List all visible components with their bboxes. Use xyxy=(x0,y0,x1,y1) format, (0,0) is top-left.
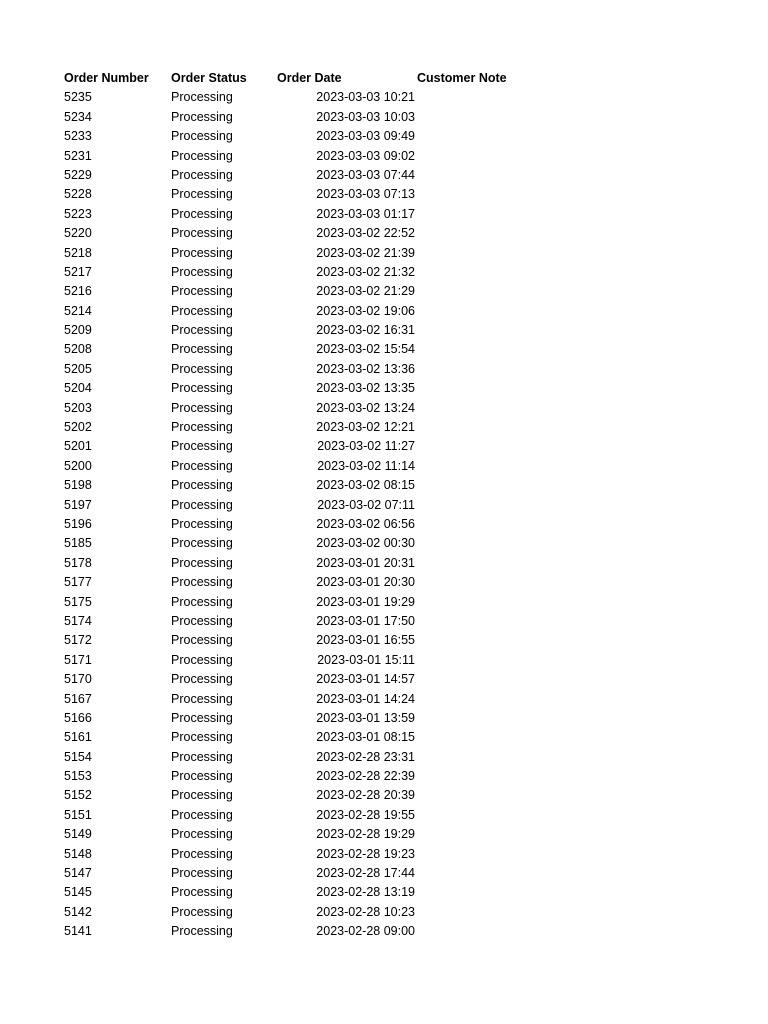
order-date-cell: 2023-03-02 11:14 xyxy=(317,458,415,473)
table-row xyxy=(64,496,524,515)
table-row xyxy=(64,864,524,883)
order-date-cell: 2023-03-03 09:49 xyxy=(316,129,415,144)
order-status-cell: Processing xyxy=(171,555,233,570)
table-row xyxy=(64,127,524,146)
order-number-cell: 5203 xyxy=(64,400,92,415)
table-row xyxy=(64,709,524,728)
order-date-cell: 2023-02-28 13:19 xyxy=(316,885,415,900)
order-date-cell: 2023-03-02 16:31 xyxy=(316,323,415,338)
order-number-cell: 5154 xyxy=(64,749,92,764)
order-date-cell: 2023-03-02 00:30 xyxy=(316,536,415,551)
order-number-cell: 5147 xyxy=(64,866,92,881)
table-row xyxy=(64,108,524,127)
order-number-cell: 5228 xyxy=(64,187,92,202)
order-date-cell: 2023-02-28 09:00 xyxy=(316,924,415,939)
order-date-cell: 2023-03-03 10:03 xyxy=(316,109,415,124)
order-date-cell: 2023-03-01 16:55 xyxy=(316,633,415,648)
order-number-cell: 5196 xyxy=(64,516,92,531)
table-row xyxy=(64,476,524,495)
order-date-cell: 2023-03-01 20:31 xyxy=(316,555,415,570)
order-number-cell: 5231 xyxy=(64,148,92,163)
order-date-cell: 2023-02-28 22:39 xyxy=(316,769,415,784)
order-status-cell: Processing xyxy=(171,769,233,784)
order-number-cell: 5167 xyxy=(64,691,92,706)
order-status-cell: Processing xyxy=(171,730,233,745)
order-date-cell: 2023-02-28 19:55 xyxy=(316,807,415,822)
table-row xyxy=(64,534,524,553)
table-row xyxy=(64,224,524,243)
table-row xyxy=(64,185,524,204)
order-date-cell: 2023-03-01 20:30 xyxy=(316,575,415,590)
order-status-cell: Processing xyxy=(171,226,233,241)
order-number-cell: 5174 xyxy=(64,613,92,628)
order-status-cell: Processing xyxy=(171,381,233,396)
order-status-cell: Processing xyxy=(171,885,233,900)
order-status-cell: Processing xyxy=(171,439,233,454)
table-row xyxy=(64,922,524,941)
order-number-cell: 5145 xyxy=(64,885,92,900)
table-row xyxy=(64,631,524,650)
order-number-cell: 5151 xyxy=(64,807,92,822)
order-status-cell: Processing xyxy=(171,904,233,919)
table-row xyxy=(64,670,524,689)
order-date-cell: 2023-03-02 07:11 xyxy=(317,497,415,512)
order-number-cell: 5214 xyxy=(64,303,92,318)
order-number-cell: 5208 xyxy=(64,342,92,357)
table-row xyxy=(64,554,524,573)
order-number-cell: 5175 xyxy=(64,594,92,609)
table-row xyxy=(64,845,524,864)
table-row xyxy=(64,263,524,282)
table-row xyxy=(64,457,524,476)
order-status-cell: Processing xyxy=(171,303,233,318)
table-row xyxy=(64,806,524,825)
order-number-cell: 5161 xyxy=(64,730,92,745)
order-status-cell: Processing xyxy=(171,710,233,725)
table-row xyxy=(64,418,524,437)
header-order-status: Order Status xyxy=(171,71,247,85)
order-number-cell: 5170 xyxy=(64,672,92,687)
order-status-cell: Processing xyxy=(171,827,233,842)
order-date-cell: 2023-03-03 01:17 xyxy=(316,206,415,221)
order-date-cell: 2023-03-02 21:29 xyxy=(316,284,415,299)
order-number-cell: 5235 xyxy=(64,90,92,105)
table-row xyxy=(64,302,524,321)
order-date-cell: 2023-02-28 10:23 xyxy=(316,904,415,919)
order-number-cell: 5152 xyxy=(64,788,92,803)
order-date-cell: 2023-03-03 07:44 xyxy=(316,167,415,182)
order-status-cell: Processing xyxy=(171,749,233,764)
table-row xyxy=(64,282,524,301)
order-number-cell: 5229 xyxy=(64,167,92,182)
order-date-cell: 2023-03-02 21:32 xyxy=(316,264,415,279)
table-row xyxy=(64,786,524,805)
order-status-cell: Processing xyxy=(171,866,233,881)
order-status-cell: Processing xyxy=(171,807,233,822)
order-status-cell: Processing xyxy=(171,516,233,531)
header-customer-note: Customer Note xyxy=(417,71,507,85)
order-status-cell: Processing xyxy=(171,284,233,299)
order-number-cell: 5172 xyxy=(64,633,92,648)
table-row xyxy=(64,379,524,398)
order-date-cell: 2023-03-02 12:21 xyxy=(316,420,415,435)
orders-table xyxy=(64,69,524,942)
table-row xyxy=(64,573,524,592)
order-date-cell: 2023-03-02 06:56 xyxy=(316,516,415,531)
order-date-cell: 2023-03-02 21:39 xyxy=(316,245,415,260)
table-row xyxy=(64,612,524,631)
table-body xyxy=(64,88,524,941)
table-row xyxy=(64,767,524,786)
order-date-cell: 2023-03-02 08:15 xyxy=(316,478,415,493)
order-status-cell: Processing xyxy=(171,245,233,260)
order-number-cell: 5223 xyxy=(64,206,92,221)
table-row xyxy=(64,883,524,902)
order-number-cell: 5178 xyxy=(64,555,92,570)
order-status-cell: Processing xyxy=(171,691,233,706)
order-date-cell: 2023-03-02 11:27 xyxy=(317,439,415,454)
order-date-cell: 2023-02-28 19:23 xyxy=(316,846,415,861)
order-status-cell: Processing xyxy=(171,167,233,182)
order-number-cell: 5185 xyxy=(64,536,92,551)
order-number-cell: 5233 xyxy=(64,129,92,144)
order-status-cell: Processing xyxy=(171,342,233,357)
order-date-cell: 2023-02-28 23:31 xyxy=(316,749,415,764)
order-number-cell: 5171 xyxy=(64,652,92,667)
table-row xyxy=(64,437,524,456)
order-number-cell: 5148 xyxy=(64,846,92,861)
table-row xyxy=(64,88,524,107)
order-number-cell: 5202 xyxy=(64,420,92,435)
order-date-cell: 2023-03-01 19:29 xyxy=(316,594,415,609)
order-date-cell: 2023-03-01 17:50 xyxy=(316,613,415,628)
table-row xyxy=(64,593,524,612)
order-status-cell: Processing xyxy=(171,575,233,590)
order-status-cell: Processing xyxy=(171,323,233,338)
order-number-cell: 5197 xyxy=(64,497,92,512)
order-status-cell: Processing xyxy=(171,148,233,163)
order-number-cell: 5234 xyxy=(64,109,92,124)
table-row xyxy=(64,205,524,224)
table-row xyxy=(64,748,524,767)
table-row xyxy=(64,825,524,844)
table-row xyxy=(64,166,524,185)
table-row xyxy=(64,651,524,670)
order-number-cell: 5220 xyxy=(64,226,92,241)
order-status-cell: Processing xyxy=(171,613,233,628)
order-status-cell: Processing xyxy=(171,478,233,493)
order-date-cell: 2023-03-02 13:36 xyxy=(316,361,415,376)
order-status-cell: Processing xyxy=(171,90,233,105)
order-status-cell: Processing xyxy=(171,264,233,279)
order-status-cell: Processing xyxy=(171,361,233,376)
table-row xyxy=(64,360,524,379)
order-status-cell: Processing xyxy=(171,420,233,435)
table-row xyxy=(64,321,524,340)
order-status-cell: Processing xyxy=(171,536,233,551)
order-number-cell: 5204 xyxy=(64,381,92,396)
order-date-cell: 2023-03-01 13:59 xyxy=(316,710,415,725)
order-number-cell: 5216 xyxy=(64,284,92,299)
order-date-cell: 2023-03-02 22:52 xyxy=(316,226,415,241)
header-order-number: Order Number xyxy=(64,71,149,85)
order-number-cell: 5142 xyxy=(64,904,92,919)
table-row xyxy=(64,147,524,166)
order-status-cell: Processing xyxy=(171,633,233,648)
order-number-cell: 5141 xyxy=(64,924,92,939)
table-row xyxy=(64,903,524,922)
order-status-cell: Processing xyxy=(171,129,233,144)
order-status-cell: Processing xyxy=(171,400,233,415)
order-number-cell: 5201 xyxy=(64,439,92,454)
table-row xyxy=(64,244,524,263)
order-number-cell: 5153 xyxy=(64,769,92,784)
order-status-cell: Processing xyxy=(171,924,233,939)
order-status-cell: Processing xyxy=(171,497,233,512)
order-number-cell: 5177 xyxy=(64,575,92,590)
order-date-cell: 2023-03-02 13:35 xyxy=(316,381,415,396)
order-status-cell: Processing xyxy=(171,672,233,687)
table-row xyxy=(64,690,524,709)
order-date-cell: 2023-03-02 15:54 xyxy=(316,342,415,357)
table-header-row xyxy=(64,69,524,88)
order-date-cell: 2023-03-01 14:24 xyxy=(316,691,415,706)
order-date-cell: 2023-03-03 07:13 xyxy=(316,187,415,202)
order-status-cell: Processing xyxy=(171,846,233,861)
order-date-cell: 2023-02-28 20:39 xyxy=(316,788,415,803)
order-status-cell: Processing xyxy=(171,594,233,609)
order-date-cell: 2023-03-01 08:15 xyxy=(316,730,415,745)
order-date-cell: 2023-03-02 19:06 xyxy=(316,303,415,318)
header-order-date: Order Date xyxy=(277,71,342,85)
order-date-cell: 2023-03-01 15:11 xyxy=(317,652,415,667)
order-number-cell: 5166 xyxy=(64,710,92,725)
order-number-cell: 5218 xyxy=(64,245,92,260)
order-number-cell: 5205 xyxy=(64,361,92,376)
table-row xyxy=(64,340,524,359)
order-date-cell: 2023-03-03 10:21 xyxy=(316,90,415,105)
order-date-cell: 2023-02-28 19:29 xyxy=(316,827,415,842)
order-status-cell: Processing xyxy=(171,652,233,667)
order-status-cell: Processing xyxy=(171,788,233,803)
order-date-cell: 2023-02-28 17:44 xyxy=(316,866,415,881)
table-row xyxy=(64,515,524,534)
table-row xyxy=(64,399,524,418)
order-number-cell: 5200 xyxy=(64,458,92,473)
order-status-cell: Processing xyxy=(171,458,233,473)
order-status-cell: Processing xyxy=(171,206,233,221)
order-number-cell: 5217 xyxy=(64,264,92,279)
order-date-cell: 2023-03-03 09:02 xyxy=(316,148,415,163)
order-status-cell: Processing xyxy=(171,187,233,202)
order-number-cell: 5198 xyxy=(64,478,92,493)
order-date-cell: 2023-03-01 14:57 xyxy=(316,672,415,687)
order-number-cell: 5149 xyxy=(64,827,92,842)
order-status-cell: Processing xyxy=(171,109,233,124)
table-row xyxy=(64,728,524,747)
order-number-cell: 5209 xyxy=(64,323,92,338)
order-date-cell: 2023-03-02 13:24 xyxy=(316,400,415,415)
